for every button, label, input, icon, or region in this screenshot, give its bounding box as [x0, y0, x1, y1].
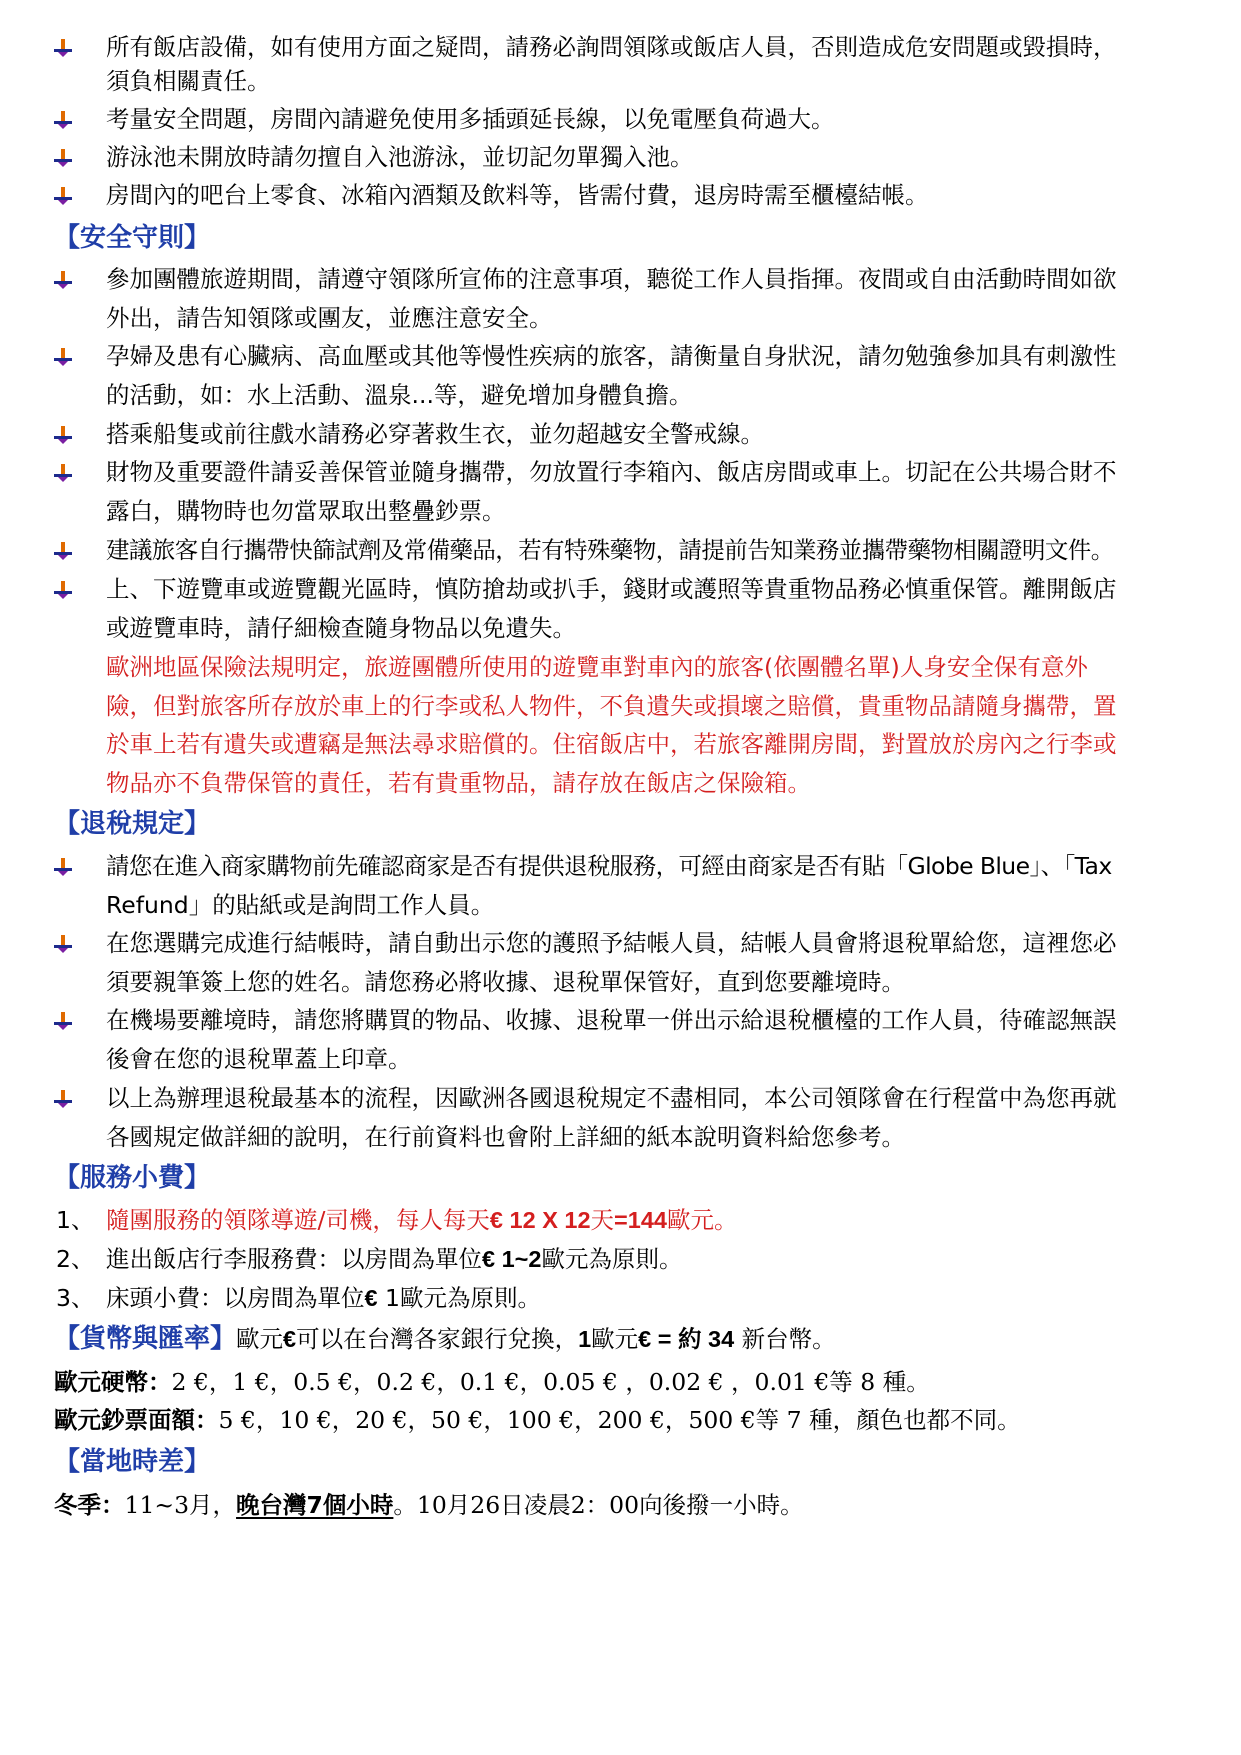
banknotes-values: 5 €，10 €，20 €，50 €，100 €，200 €，500 €等 7 種，顏色也都不同。	[218, 1406, 1021, 1434]
section-heading-safety: 【安全守則】	[54, 223, 211, 253]
list-item-text: 上、下遊覽車或遊覽觀光區時，慎防搶劫或扒手，錢財或護照等貴重物品務必慎重保管。離開飯店	[106, 575, 1117, 603]
list-item-text: 孕婦及患有心臟病、高血壓或其他等慢性疾病的旅客，請衡量自身狀況，請勿勉強參加具有刺激性	[106, 342, 1117, 370]
list-item-text: 建議旅客自行攜帶快篩試劑及常備藥品，若有特殊藥物，請提前告知業務並攜帶藥物相關證明文件。	[106, 536, 1114, 564]
list-item-text: 在機場要離境時，請您將購買的物品、收據、退稅單一併出示給退稅櫃檯的工作人員，待確認無誤	[106, 1006, 1117, 1034]
time-offset: 晚台灣7個小時	[236, 1491, 394, 1519]
section-heading-tax: 【退稅規定】	[54, 809, 211, 839]
bullet-arrow-icon	[53, 186, 73, 206]
list-item-text: 游泳池未開放時請勿擅自入池游泳，並切記勿單獨入池。	[106, 143, 694, 171]
bullet-arrow-icon	[53, 1011, 73, 1031]
bullet-arrow-icon	[53, 1089, 73, 1109]
bullet-arrow-icon	[53, 934, 73, 954]
list-item-text: 考量安全問題，房間內請避免使用多插頭延長線，以免電壓負荷過大。	[106, 105, 835, 133]
bullet-arrow-icon	[53, 347, 73, 367]
bullet-arrow-icon	[53, 541, 73, 561]
list-item-text: 以上為辦理退稅最基本的流程，因歐洲各國退稅規定不盡相同，本公司領隊會在行程當中為您再就	[106, 1084, 1117, 1112]
section-heading-time: 【當地時差】	[54, 1447, 211, 1477]
bullet-arrow-icon	[53, 463, 73, 483]
coins-label: 歐元硬幣：	[54, 1368, 172, 1396]
bullet-arrow-icon	[53, 148, 73, 168]
document-page: 所有飯店設備，如有使用方面之疑問，請務必詢問領隊或飯店人員，否則造成危安問題或毀損時， 須負相關責任。 考量安全問題，房間內請避免使用多插頭延長線，以免電壓負荷過大。 游泳池未開放時請勿擅自入池游泳，並切記勿單獨入池。 房間內的吧台上零食、冰箱內酒類及飲料等，皆需付費，退房時需至櫃檯結帳。 【安全守則】 參加團體旅遊期間，請遵守領隊所宣佈的注意事項，聽從工作人員指揮。夜間或自由活動時間如欲 外出，請告知領隊或團友，並應注意安全。 孕婦及患有心臟病、高血壓或其他等慢性疾病的旅客，請衡量自身狀況，請勿勉強參加具有刺激性 的活動，如：水上活動、溫泉...等，避免增加身體負擔。 搭乘船隻或前往戲水請務必穿著救生衣，並勿超越安全警戒線。 財物及重要證件請妥善保管並隨身攜帶，勿放置行李箱內、飯店房間或車上。切記在公共場合財不 露白，購物時也勿當眾取出整疊鈔票。 建議旅客自行攜帶快篩試劑及常備藥品，若有特殊藥物，請提前告知業務並攜帶藥物相關證明文件。 上、下遊覽車或遊覽觀光區時，慎防搶劫或扒手，錢財或護照等貴重物品務必慎重保管。離開飯店 或遊覽車時，請仔細檢查隨身物品以免遺失。 歐洲地區保險法規明定，旅遊團體所使用的遊覽車對車內的旅客(依團體名單)人身安全保有意外 險，但對旅客所存放於車上的行李或私人物件，不負遺失或損壞之賠償，貴重物品請隨身攜帶，置 於車上若有遺失或遭竊是無法尋求賠償的。住宿飯店中，若旅客離開房間，對置放於房內之行李或 物品亦不負帶保管的責任，若有貴重物品，請存放在飯店之保險箱。 【退稅規定】 請您在進入商家購物前先確認商家是否有提供退稅服務，可經由商家是否有貼「Globe Blue」、「Tax Refund」的貼紙或是詢問工作人員。 在您選購完成進行結帳時，請自動出示您的護照予結帳人員，結帳人員會將退稅單給您，這裡您必 須要親筆簽上您的姓名。請您務必將收據、退稅單保管好，直到您要離境時。 在機場要離境時，請您將購買的物品、收據、退稅單一併出示給退稅櫃檯的工作人員，待確認無誤 後會在您的退稅單蓋上印章。 以上為辦理退稅最基本的流程，因歐洲各國退稅規定不盡相同，本公司領隊會在行程當中為您再就 各國規定做詳細的說明，在行前資料也會附上詳細的紙本說明資料給您參考。 【服務小費】 1、 隨團服務的領隊導遊/司機，每人每天€ 12 X 12天=144歐元。 2、 進出飯店行李服務費：以房間為單位€ 1~2歐元為原則。 3、 床頭小費：以房間為單位€ 1歐元為原則。 【貨幣與匯率】歐元€可以在台灣各家銀行兌換，1歐元€ = 約 34 新台幣。 歐元硬幣：2 €，1 €，0.5 €，0.2 €，0.1 €，0.05 € ，0.02 € ，0.01 €等 8 種。 歐元鈔票面額：5 €，10 €，20 €，50 €，100 €，200 €，500 €等 7 種，顏色也都不同。 【當地時差】 冬季：11~3月，晚台灣7個小時。10月26日凌晨2：00向後撥一小時。	[0, 0, 1241, 1755]
bullet-arrow-icon	[53, 270, 73, 290]
bullet-arrow-icon	[53, 857, 73, 877]
list-item-text: 參加團體旅遊期間，請遵守領隊所宣佈的注意事項，聽從工作人員指揮。夜間或自由活動時間如欲	[106, 265, 1117, 293]
bullet-arrow-icon	[53, 110, 73, 130]
bullet-arrow-icon	[53, 425, 73, 445]
coins-values: 2 €，1 €，0.5 €，0.2 €，0.1 €，0.05 € ，0.02 € ，0.01 €等 8 種。	[171, 1368, 930, 1396]
list-item-text: 在您選購完成進行結帳時，請自動出示您的護照予結帳人員，結帳人員會將退稅單給您，這裡您必	[106, 929, 1117, 957]
bullet-arrow-icon	[53, 580, 73, 600]
list-item-text: 房間內的吧台上零食、冰箱內酒類及飲料等，皆需付費，退房時需至櫃檯結帳。	[106, 181, 929, 209]
tip-number: 3、	[56, 1284, 95, 1312]
tip-number: 1、	[56, 1206, 95, 1234]
bullet-arrow-icon	[53, 38, 73, 58]
list-item-text: 所有飯店設備，如有使用方面之疑問，請務必詢問領隊或飯店人員，否則造成危安問題或毀損時，	[106, 33, 1117, 61]
list-item-text: 請您在進入商家購物前先確認商家是否有提供退稅服務，可經由商家是否有貼「Globe Blue」、「Tax	[106, 852, 1112, 880]
section-heading-tips: 【服務小費】	[54, 1163, 211, 1193]
list-item-text: 搭乘船隻或前往戲水請務必穿著救生衣，並勿超越安全警戒線。	[106, 420, 764, 448]
list-item-text: 財物及重要證件請妥善保管並隨身攜帶，勿放置行李箱內、飯店房間或車上。切記在公共場合財不	[106, 458, 1117, 486]
section-heading-currency: 【貨幣與匯率】	[54, 1324, 237, 1354]
banknotes-label: 歐元鈔票面額：	[54, 1406, 219, 1434]
tip-number: 2、	[56, 1245, 95, 1273]
winter-label: 冬季：	[54, 1491, 125, 1519]
